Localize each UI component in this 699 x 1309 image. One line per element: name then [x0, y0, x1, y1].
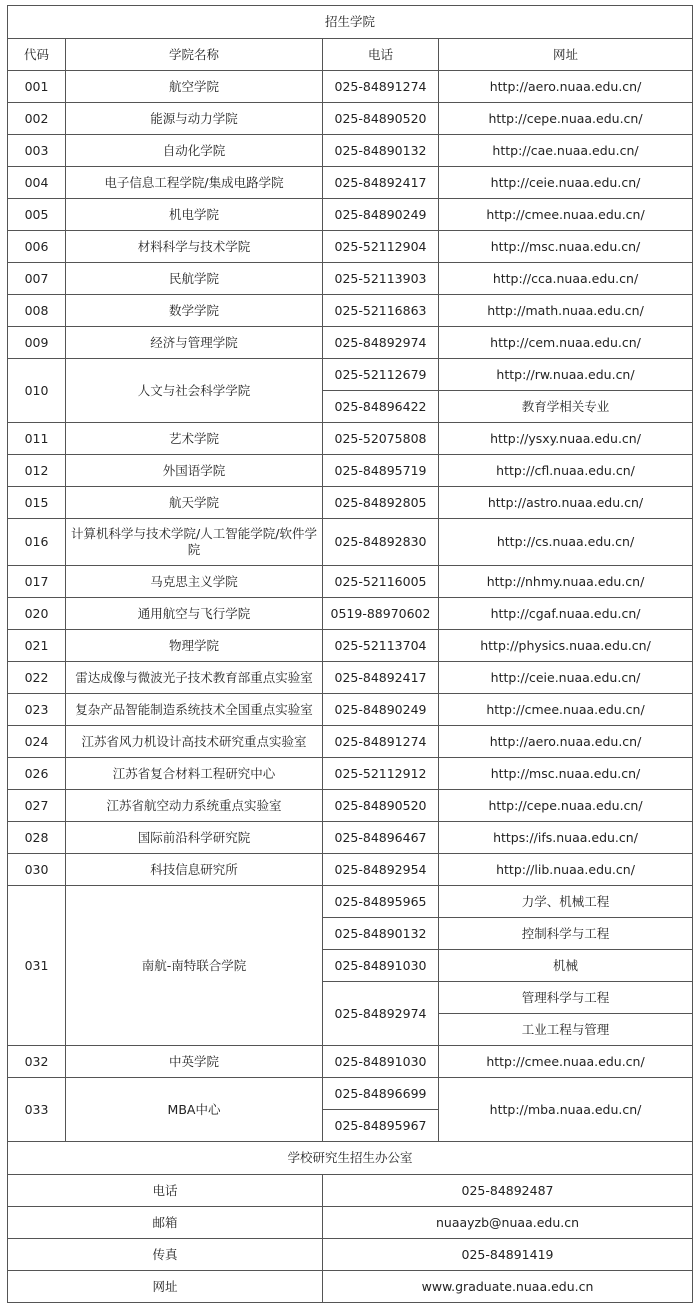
code-cell: 023 [8, 694, 66, 726]
table-row [8, 103, 693, 135]
code-cell: 030 [8, 854, 66, 886]
phone-cell: 025-84890520 [323, 103, 439, 135]
phone-cell: 025-52113704 [323, 630, 439, 662]
table-row [8, 487, 693, 519]
name-cell: 国际前沿科学研究院 [66, 822, 323, 854]
office-web-label: 网址 [8, 1271, 323, 1303]
code-cell: 022 [8, 662, 66, 694]
code-cell: 020 [8, 598, 66, 630]
table-row [8, 199, 693, 231]
url-link[interactable]: http://cs.nuaa.edu.cn/ [439, 519, 693, 566]
office-title: 学校研究生招生办公室 [8, 1142, 693, 1175]
major-cell: 机械 [439, 950, 693, 982]
code-cell: 008 [8, 295, 66, 327]
code-cell: 002 [8, 103, 66, 135]
url-link[interactable]: http://ysxy.nuaa.edu.cn/ [439, 423, 693, 455]
url-link[interactable]: https://ifs.nuaa.edu.cn/ [439, 822, 693, 854]
url-link[interactable]: http://aero.nuaa.edu.cn/ [439, 726, 693, 758]
url-link[interactable]: http://cfl.nuaa.edu.cn/ [439, 455, 693, 487]
name-cell: 经济与管理学院 [66, 327, 323, 359]
table-row [8, 519, 693, 566]
name-cell: 人文与社会科学学院 [66, 359, 323, 423]
name-cell: 能源与动力学院 [66, 103, 323, 135]
url-link[interactable]: http://cae.nuaa.edu.cn/ [439, 135, 693, 167]
office-row [8, 1239, 693, 1271]
table-row [8, 135, 693, 167]
table-row [8, 295, 693, 327]
phone-cell: 025-84892974 [323, 327, 439, 359]
phone-cell: 025-52112912 [323, 758, 439, 790]
url-link[interactable]: http://cgaf.nuaa.edu.cn/ [439, 598, 693, 630]
office-email-label: 邮箱 [8, 1207, 323, 1239]
code-cell: 033 [8, 1078, 66, 1142]
office-row [8, 1207, 693, 1239]
name-cell: 外国语学院 [66, 455, 323, 487]
url-link[interactable]: http://physics.nuaa.edu.cn/ [439, 630, 693, 662]
code-cell: 004 [8, 167, 66, 199]
code-cell: 024 [8, 726, 66, 758]
name-cell: 机电学院 [66, 199, 323, 231]
url-link[interactable]: http://cepe.nuaa.edu.cn/ [439, 790, 693, 822]
code-cell: 015 [8, 487, 66, 519]
name-cell: 通用航空与飞行学院 [66, 598, 323, 630]
name-cell: 航空学院 [66, 71, 323, 103]
code-cell: 005 [8, 199, 66, 231]
name-cell: 自动化学院 [66, 135, 323, 167]
phone-cell: 025-84895719 [323, 455, 439, 487]
table-row [8, 694, 693, 726]
phone-cell: 025-84895965 [323, 886, 439, 918]
office-web-link[interactable]: www.graduate.nuaa.edu.cn [323, 1271, 693, 1303]
table-row [8, 886, 693, 918]
phone-cell: 025-84892805 [323, 487, 439, 519]
url-link[interactable]: http://cem.nuaa.edu.cn/ [439, 327, 693, 359]
name-cell: 计算机科学与技术学院/人工智能学院/软件学院 [66, 519, 323, 566]
url-link[interactable]: http://cmee.nuaa.edu.cn/ [439, 694, 693, 726]
phone-cell: 025-84890249 [323, 199, 439, 231]
name-cell: 电子信息工程学院/集成电路学院 [66, 167, 323, 199]
major-cell: 控制科学与工程 [439, 918, 693, 950]
phone-cell: 025-84890249 [323, 694, 439, 726]
phone-cell: 025-52116863 [323, 295, 439, 327]
name-cell: 数学学院 [66, 295, 323, 327]
url-link[interactable]: http://math.nuaa.edu.cn/ [439, 295, 693, 327]
phone-cell: 025-84892830 [323, 519, 439, 566]
name-cell: 航天学院 [66, 487, 323, 519]
code-cell: 031 [8, 886, 66, 1046]
name-cell: 材料科学与技术学院 [66, 231, 323, 263]
phone-cell: 025-84890520 [323, 790, 439, 822]
office-row [8, 1271, 693, 1303]
phone-cell: 025-84891030 [323, 950, 439, 982]
code-cell: 027 [8, 790, 66, 822]
table-row [8, 167, 693, 199]
table-row [8, 1046, 693, 1078]
table-row [8, 1078, 693, 1110]
table-row [8, 662, 693, 694]
phone-cell: 025-84892417 [323, 167, 439, 199]
url-link[interactable]: http://cca.nuaa.edu.cn/ [439, 263, 693, 295]
code-cell: 003 [8, 135, 66, 167]
table-row [8, 327, 693, 359]
major-cell: 力学、机械工程 [439, 886, 693, 918]
phone-cell: 025-52112904 [323, 231, 439, 263]
name-cell: 科技信息研究所 [66, 854, 323, 886]
code-cell: 009 [8, 327, 66, 359]
code-cell: 007 [8, 263, 66, 295]
name-cell: MBA中心 [66, 1078, 323, 1142]
url-link[interactable]: http://astro.nuaa.edu.cn/ [439, 487, 693, 519]
url-link[interactable]: http://aero.nuaa.edu.cn/ [439, 71, 693, 103]
phone-cell: 025-52112679 [323, 359, 439, 391]
name-cell: 物理学院 [66, 630, 323, 662]
url-link[interactable]: http://cepe.nuaa.edu.cn/ [439, 103, 693, 135]
name-cell: 雷达成像与微波光子技术教育部重点实验室 [66, 662, 323, 694]
name-cell: 马克思主义学院 [66, 566, 323, 598]
header-code: 代码 [8, 39, 66, 71]
phone-cell: 025-52116005 [323, 566, 439, 598]
url-link[interactable]: http://msc.nuaa.edu.cn/ [439, 758, 693, 790]
url-link[interactable]: http://msc.nuaa.edu.cn/ [439, 231, 693, 263]
major-cell: 工业工程与管理 [439, 1014, 693, 1046]
url-link[interactable]: http://mba.nuaa.edu.cn/ [439, 1078, 693, 1142]
phone-cell: 025-84896467 [323, 822, 439, 854]
phone-cell: 025-84891030 [323, 1046, 439, 1078]
phone-cell: 025-84896699 [323, 1078, 439, 1110]
phone-cell: 025-84891274 [323, 71, 439, 103]
name-cell: 江苏省航空动力系统重点实验室 [66, 790, 323, 822]
header-phone: 电话 [323, 39, 439, 71]
code-cell: 012 [8, 455, 66, 487]
code-cell: 016 [8, 519, 66, 566]
name-cell: 江苏省风力机设计高技术研究重点实验室 [66, 726, 323, 758]
header-row [8, 39, 693, 71]
code-cell: 006 [8, 231, 66, 263]
url-link[interactable]: http://ceie.nuaa.edu.cn/ [439, 167, 693, 199]
office-phone: 025-84892487 [323, 1175, 693, 1207]
code-cell: 026 [8, 758, 66, 790]
table-row [8, 71, 693, 103]
header-name: 学院名称 [66, 39, 323, 71]
url-link[interactable]: http://cmee.nuaa.edu.cn/ [439, 199, 693, 231]
code-cell: 032 [8, 1046, 66, 1078]
phone-cell: 025-84895967 [323, 1110, 439, 1142]
phone-cell: 025-84890132 [323, 135, 439, 167]
name-cell: 复杂产品智能制造系统技术全国重点实验室 [66, 694, 323, 726]
phone-cell: 025-52075808 [323, 423, 439, 455]
table-title: 招生学院 [8, 6, 693, 39]
code-cell: 010 [8, 359, 66, 423]
note-cell: 教育学相关专业 [439, 391, 693, 423]
name-cell: 中英学院 [66, 1046, 323, 1078]
table-row [8, 790, 693, 822]
table-row [8, 598, 693, 630]
admission-table [7, 5, 693, 1303]
office-row [8, 1175, 693, 1207]
name-cell: 艺术学院 [66, 423, 323, 455]
code-cell: 017 [8, 566, 66, 598]
url-link[interactable]: http://ceie.nuaa.edu.cn/ [439, 662, 693, 694]
table-row [8, 263, 693, 295]
office-fax-label: 传真 [8, 1239, 323, 1271]
phone-cell: 025-84892954 [323, 854, 439, 886]
table-row [8, 423, 693, 455]
table-row [8, 455, 693, 487]
table-row [8, 854, 693, 886]
table-row [8, 566, 693, 598]
table-row [8, 630, 693, 662]
code-cell: 001 [8, 71, 66, 103]
phone-cell: 025-84892417 [323, 662, 439, 694]
phone-cell: 025-52113903 [323, 263, 439, 295]
name-cell: 江苏省复合材料工程研究中心 [66, 758, 323, 790]
url-link[interactable]: http://lib.nuaa.edu.cn/ [439, 854, 693, 886]
name-cell: 民航学院 [66, 263, 323, 295]
url-link[interactable]: http://rw.nuaa.edu.cn/ [439, 359, 693, 391]
url-link[interactable]: http://nhmy.nuaa.edu.cn/ [439, 566, 693, 598]
phone-cell: 025-84891274 [323, 726, 439, 758]
url-link[interactable]: http://cmee.nuaa.edu.cn/ [439, 1046, 693, 1078]
office-phone-label: 电话 [8, 1175, 323, 1207]
phone-cell: 025-84892974 [323, 982, 439, 1046]
office-fax: 025-84891419 [323, 1239, 693, 1271]
table-row [8, 758, 693, 790]
major-cell: 管理科学与工程 [439, 982, 693, 1014]
header-url: 网址 [439, 39, 693, 71]
phone-cell: 0519-88970602 [323, 598, 439, 630]
name-cell: 南航-南特联合学院 [66, 886, 323, 1046]
phone-cell: 025-84896422 [323, 391, 439, 423]
office-email-link[interactable]: nuaayzb@nuaa.edu.cn [323, 1207, 693, 1239]
table-row [8, 231, 693, 263]
code-cell: 021 [8, 630, 66, 662]
code-cell: 028 [8, 822, 66, 854]
table-row [8, 822, 693, 854]
table-row [8, 726, 693, 758]
phone-cell: 025-84890132 [323, 918, 439, 950]
code-cell: 011 [8, 423, 66, 455]
table-row [8, 359, 693, 391]
